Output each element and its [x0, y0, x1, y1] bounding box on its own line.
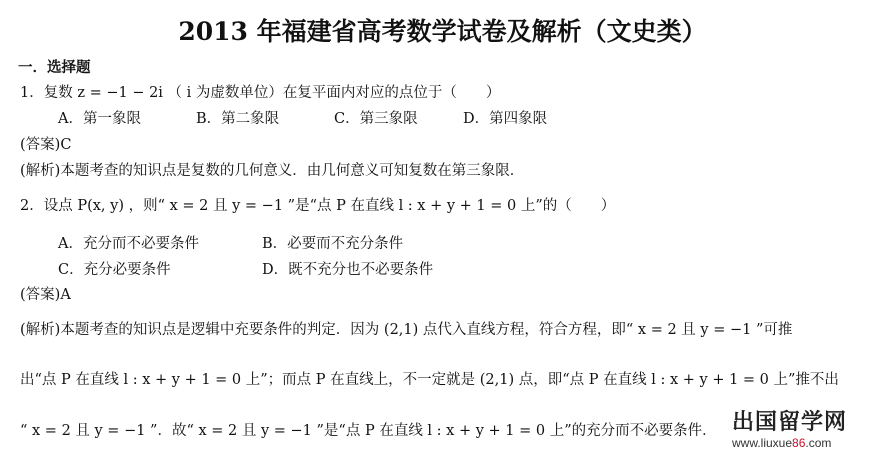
q1-option-a: A．第一象限: [58, 111, 141, 127]
q2-stem: 2．设点 P(x, y) ，则“ x = 2 且 y = −1 ”是“点 P 在直线 l : x + y + 1 = 0 上”的（ ）: [20, 198, 616, 214]
q1-stem: 1．复数 z = −1 − 2i （ i 为虚数单位）在复平面内对应的点位于（ ）: [20, 85, 501, 101]
section-heading: 一．选择题: [18, 59, 91, 76]
site-watermark: [732, 412, 882, 449]
q2-analysis-line-2: 出“点 P 在直线 l : x + y + 1 = 0 上”；而点 P 在直线上，不一定就是 (2,1) 点，即“点 P 在直线 l : x + y + 1 = 0 上”推不出: [20, 372, 839, 388]
q2-option-c: C．充分必要条件: [58, 262, 171, 278]
watermark-site-name: 出国留学网: [732, 410, 848, 435]
watermark-url: [732, 437, 882, 449]
q2-analysis-line-3: “ x = 2 且 y = −1 ”．故“ x = 2 且 y = −1 ”是“点 P 在直线 l : x + y + 1 = 0 上”的充分而不必要条件．: [20, 423, 717, 439]
q2-option-a: A．充分而不必要条件: [58, 236, 199, 252]
q1-analysis: (解析)本题考查的知识点是复数的几何意义．由几何意义可知复数在第三象限．: [20, 163, 525, 179]
watermark-url-accent: 86: [792, 436, 806, 450]
document-title: 2013 年福建省高考数学试卷及解析（文史类）: [178, 17, 707, 46]
q2-option-b: B．必要而不充分条件: [262, 236, 404, 252]
q1-option-d: D．第四象限: [463, 111, 548, 127]
q1-option-c: C．第三象限: [334, 111, 418, 127]
watermark-url-prefix: www.liuxue: [732, 436, 793, 450]
q1-option-b: B．第二象限: [196, 111, 280, 127]
q2-analysis-line-1: (解析)本题考查的知识点是逻辑中充要条件的判定．因为 (2,1) 点代入直线方程，符合方程，即“ x = 2 且 y = −1 ”可推: [20, 322, 793, 338]
q2-option-d: D．既不充分也不必要条件: [262, 262, 434, 278]
q2-answer: (答案)A: [20, 287, 71, 303]
q1-answer: (答案)C: [20, 137, 72, 153]
watermark-url-suffix: .com: [805, 436, 832, 450]
